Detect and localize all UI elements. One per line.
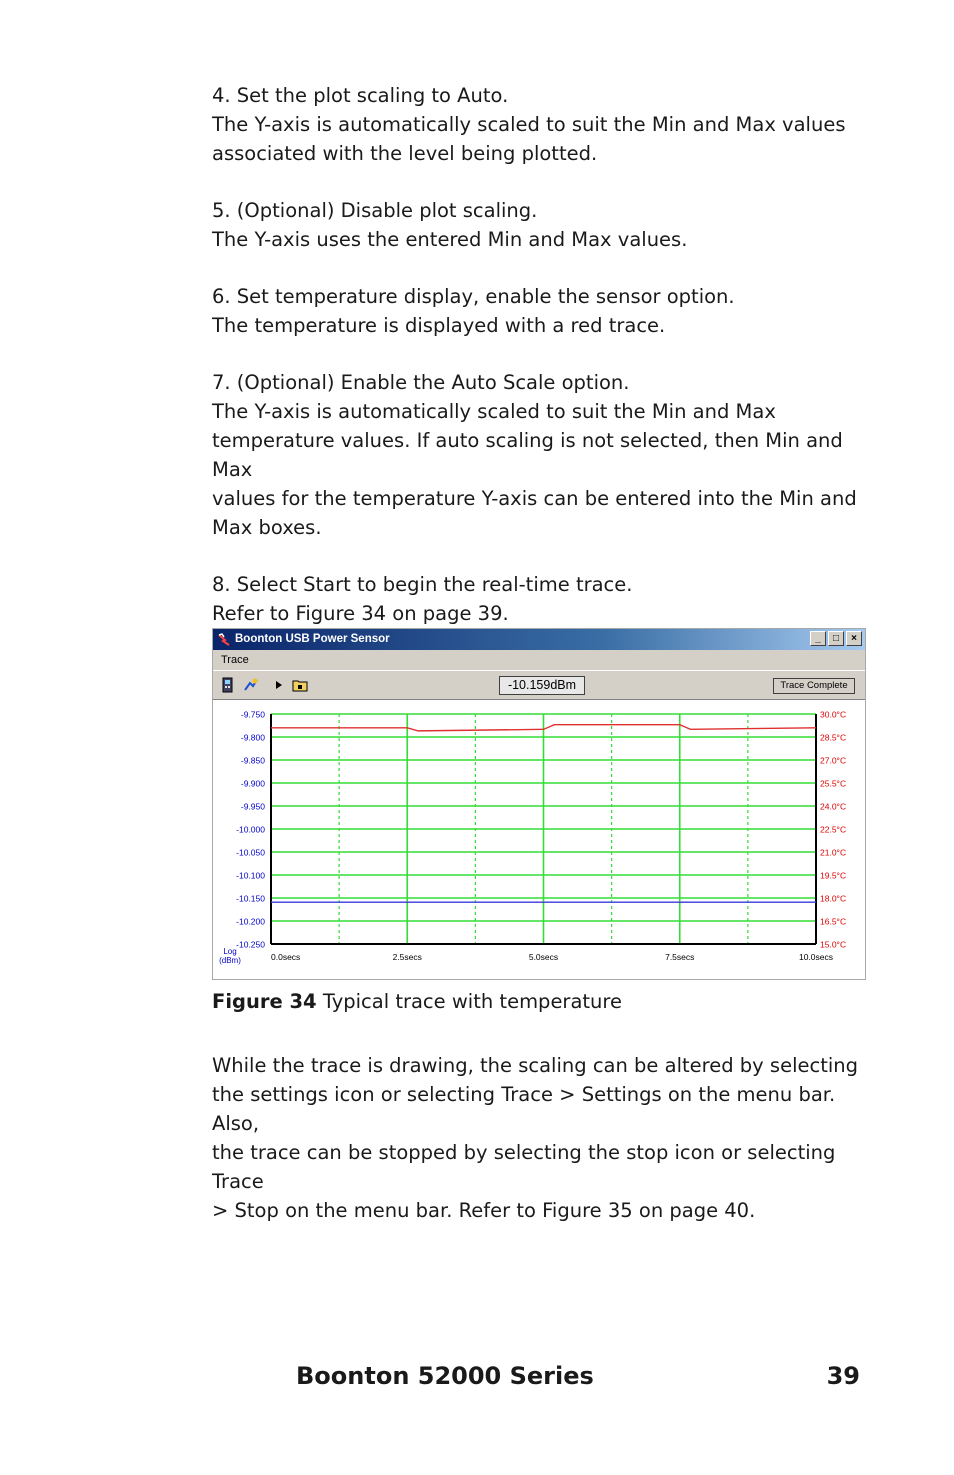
y-right-tick-label: 27.0°C bbox=[820, 755, 847, 766]
step-5: 5. (Optional) Disable plot scaling. The Y-axis uses the entered Min and Max values. bbox=[212, 199, 688, 251]
app-window-figure bbox=[212, 628, 866, 980]
figure-caption-text: Typical trace with temperature bbox=[322, 990, 622, 1013]
y-right-tick-label: 28.5°C bbox=[820, 732, 847, 743]
x-tick-label: 7.5secs bbox=[665, 952, 695, 962]
y-right-tick-label: 24.0°C bbox=[820, 801, 847, 812]
play-icon[interactable] bbox=[271, 677, 287, 693]
y-right-tick-label: 25.5°C bbox=[820, 778, 847, 789]
y-right-tick-label: 18.0°C bbox=[820, 893, 847, 904]
y-right-tick-label: 19.5°C bbox=[820, 870, 847, 881]
closing-paragraph: While the trace is drawing, the scaling can be altered by selecting the settings icon or selecting Trace > Settings on the menu bar. Also, the trace can be stopped by selecting the stop icon or selecting Trace > Stop on the menu bar. Refer to Figure 35 on page 40. bbox=[212, 1054, 859, 1222]
figure-label: Figure 34 bbox=[212, 990, 317, 1013]
maximize-button[interactable]: □ bbox=[828, 631, 844, 646]
y-left-tick-label: -9.950 bbox=[240, 801, 265, 812]
y-left-unit-label: (dBm) bbox=[219, 956, 241, 965]
y-left-tick-label: -9.800 bbox=[240, 732, 265, 743]
trace-status-button[interactable]: Trace Complete bbox=[773, 678, 855, 694]
x-tick-label: 0.0secs bbox=[271, 952, 301, 962]
x-tick-label: 2.5secs bbox=[392, 952, 422, 962]
y-left-tick-label: -10.050 bbox=[236, 847, 265, 858]
app-icon bbox=[218, 633, 231, 646]
page-number: 39 bbox=[826, 1362, 860, 1390]
y-right-tick-label: 22.5°C bbox=[820, 824, 847, 835]
window-title: Boonton USB Power Sensor bbox=[235, 633, 390, 645]
y-left-tick-label: -10.150 bbox=[236, 893, 265, 904]
figure-caption bbox=[212, 988, 622, 1016]
x-tick-label: 10.0secs bbox=[798, 952, 834, 962]
y-right-tick-label: 21.0°C bbox=[820, 847, 847, 858]
minimize-button[interactable]: _ bbox=[810, 631, 826, 646]
y-left-tick-label: -9.850 bbox=[240, 755, 265, 766]
instruction-text bbox=[212, 81, 872, 628]
y-left-tick-label: -10.200 bbox=[236, 916, 265, 927]
settings-icon[interactable] bbox=[243, 677, 259, 693]
menu-bar bbox=[213, 650, 865, 670]
y-left-tick-label: -10.250 bbox=[236, 939, 265, 950]
y-left-tick-label: -9.900 bbox=[240, 778, 265, 789]
y-right-tick-label: 16.5°C bbox=[820, 916, 847, 927]
step-6: 6. Set temperature display, enable the sensor option. The temperature is displayed with a red trace. bbox=[212, 285, 735, 337]
title-bar bbox=[213, 629, 865, 650]
step-8: 8. Select Start to begin the real-time trace. Refer to Figure 34 on page 39. bbox=[212, 573, 633, 625]
menu-trace[interactable]: Trace bbox=[221, 654, 249, 666]
power-reading: -10.159dBm bbox=[499, 676, 585, 695]
folder-icon[interactable] bbox=[292, 677, 308, 693]
x-tick-label: 5.0secs bbox=[528, 952, 559, 962]
close-button[interactable]: × bbox=[846, 631, 862, 646]
window-controls bbox=[810, 631, 862, 646]
y-right-tick-label: 15.0°C bbox=[820, 939, 847, 950]
device-icon[interactable] bbox=[220, 677, 236, 693]
y-left-unit-label: Log bbox=[223, 947, 237, 956]
trace-chart bbox=[213, 700, 865, 979]
y-left-tick-label: -10.000 bbox=[236, 824, 265, 835]
step-7: 7. (Optional) Enable the Auto Scale option. The Y-axis is automatically scaled to suit the Min and Max temperature values. If auto scaling is not selected, then Min and Max values for the temperature Y-axis can be entered into the Min and Max boxes. bbox=[212, 371, 857, 539]
footer-title: Boonton 52000 Series bbox=[296, 1362, 594, 1390]
step-4: 4. Set the plot scaling to Auto. The Y-axis is automatically scaled to suit the Min and Max values associated with the level being plotted. bbox=[212, 84, 846, 165]
y-left-tick-label: -9.750 bbox=[240, 709, 265, 720]
y-right-tick-label: 30.0°C bbox=[820, 709, 847, 720]
toolbar bbox=[213, 670, 865, 700]
y-left-tick-label: -10.100 bbox=[236, 870, 265, 881]
